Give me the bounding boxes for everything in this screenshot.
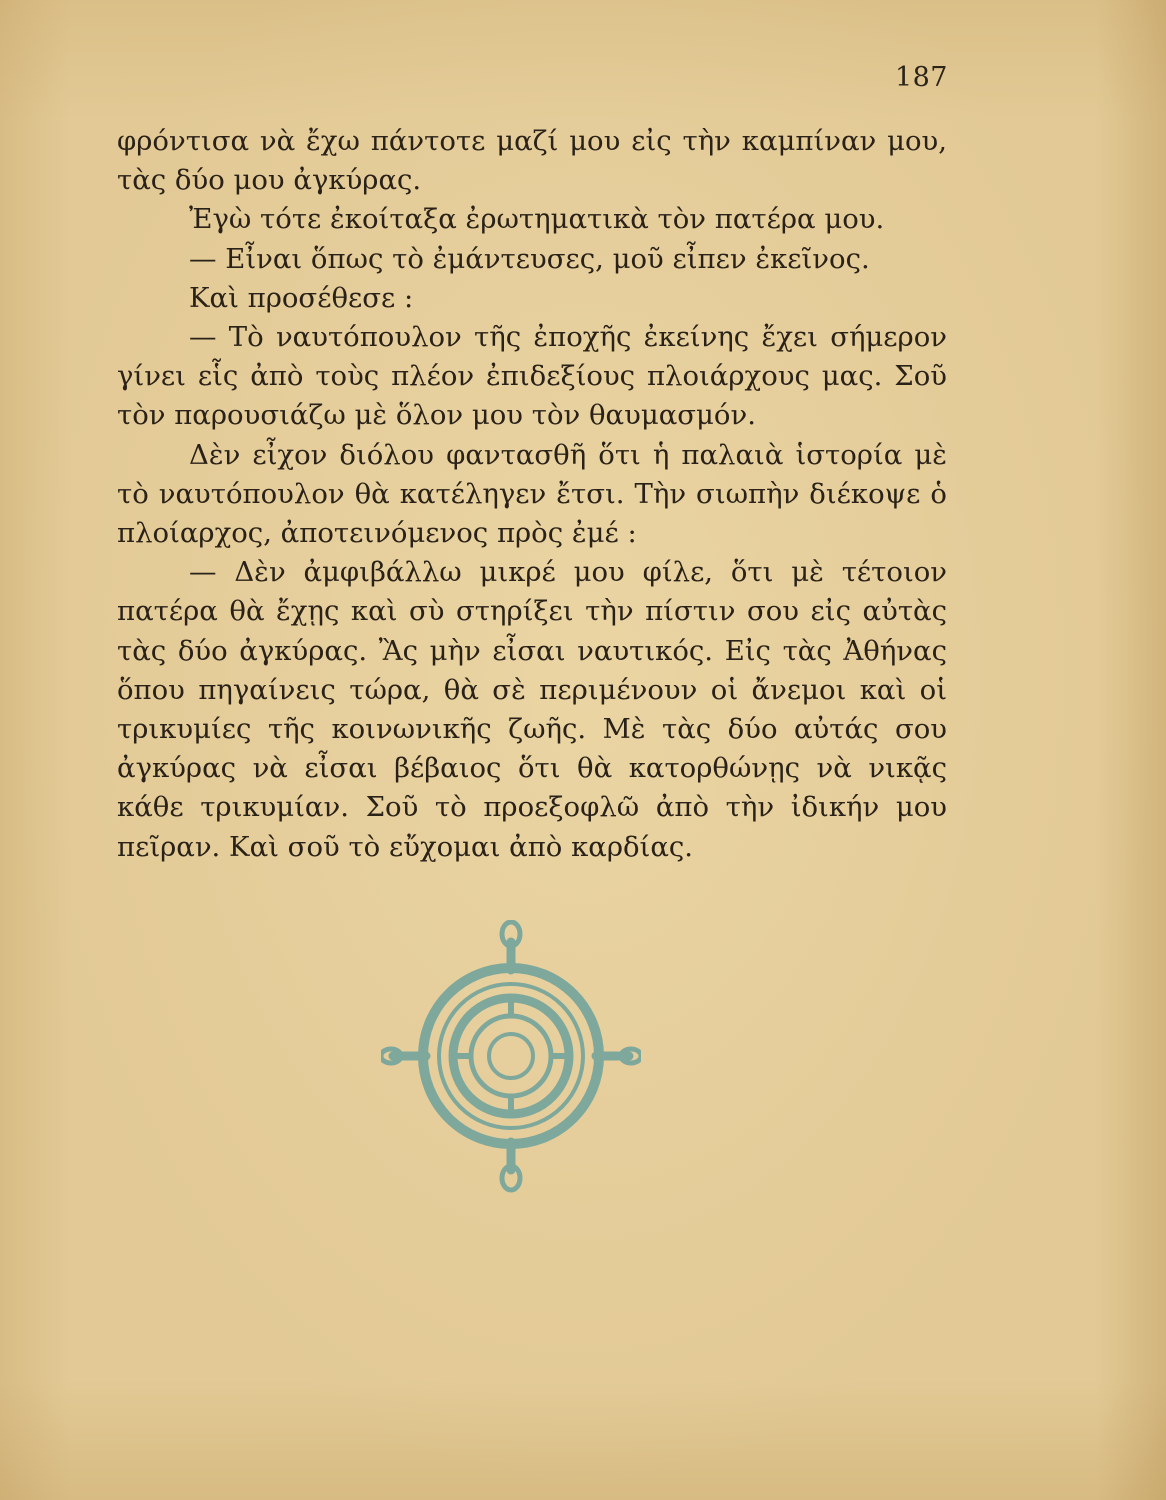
paragraph: — Τὸ ναυτόπουλον τῆς ἐποχῆς ἐκείνης ἔχει σήμερον γίνει εἷς ἀπὸ τοὺς πλέον ἐπιδεξίους πλοιάρχους μας. Σοῦ τὸν παρουσιάζω μὲ ὅλον μου τὸν θαυμασμόν. <box>117 321 947 432</box>
paragraph: φρόντισα νὰ ἔχω πάντοτε μαζί μου εἰς τὴν καμπίναν μου, τὰς δύο μου ἀγκύρας. <box>117 125 947 197</box>
body-text <box>117 122 947 867</box>
ship-wheel-icon <box>381 920 641 1195</box>
page-number: 187 <box>894 62 948 93</box>
paragraph: Δὲν εἶχον διόλου φαντασθῆ ὅτι ἡ παλαιὰ ἱστορία μὲ τὸ ναυτόπουλον θὰ κατέληγεν ἔτσι. Τὴν σιωπὴν διέκοψε ὁ πλοίαρχος, ἀποτεινόμενος πρὸς ἐμέ : <box>117 438 947 550</box>
paragraph: — Δὲν ἀμφιβάλλω μικρέ μου φίλε, ὅτι μὲ τέτοιον πατέρα θὰ ἔχῃς καὶ σὺ στηρίξει τὴν πίστιν σου εἰς αὐτὰς τὰς δύο ἀγκύρας. Ἂς μὴν εἶσαι ναυτικός. Εἰς τὰς Ἀθήνας ὅπου πηγαίνεις τώρα, θὰ σὲ περιμένουν οἱ ἄνεμοι καὶ οἱ τρικυμίες τῆς κοινωνικῆς ζωῆς. Μὲ τὰς δύο αὐτάς σου ἀγκύρας νὰ εἶσαι βέβαιος ὅτι θὰ κατορθώνῃς νὰ νικᾷς κάθε τρικυμίαν. Σοῦ τὸ προεξοφλῶ ἀπὸ τὴν ἰδικήν μου πεῖραν. Καὶ σοῦ τὸ εὔχομαι ἀπὸ καρδίας. <box>117 556 947 863</box>
paragraph: — Εἶναι ὅπως τὸ ἐμάντευσες, μοῦ εἶπεν ἐκεῖνος. <box>189 242 870 275</box>
paragraph: Καὶ προσέθεσε : <box>189 281 414 314</box>
paragraph: Ἐγὼ τότε ἐκοίταξα ἐρωτηματικὰ τὸν πατέρα μου. <box>189 203 885 236</box>
